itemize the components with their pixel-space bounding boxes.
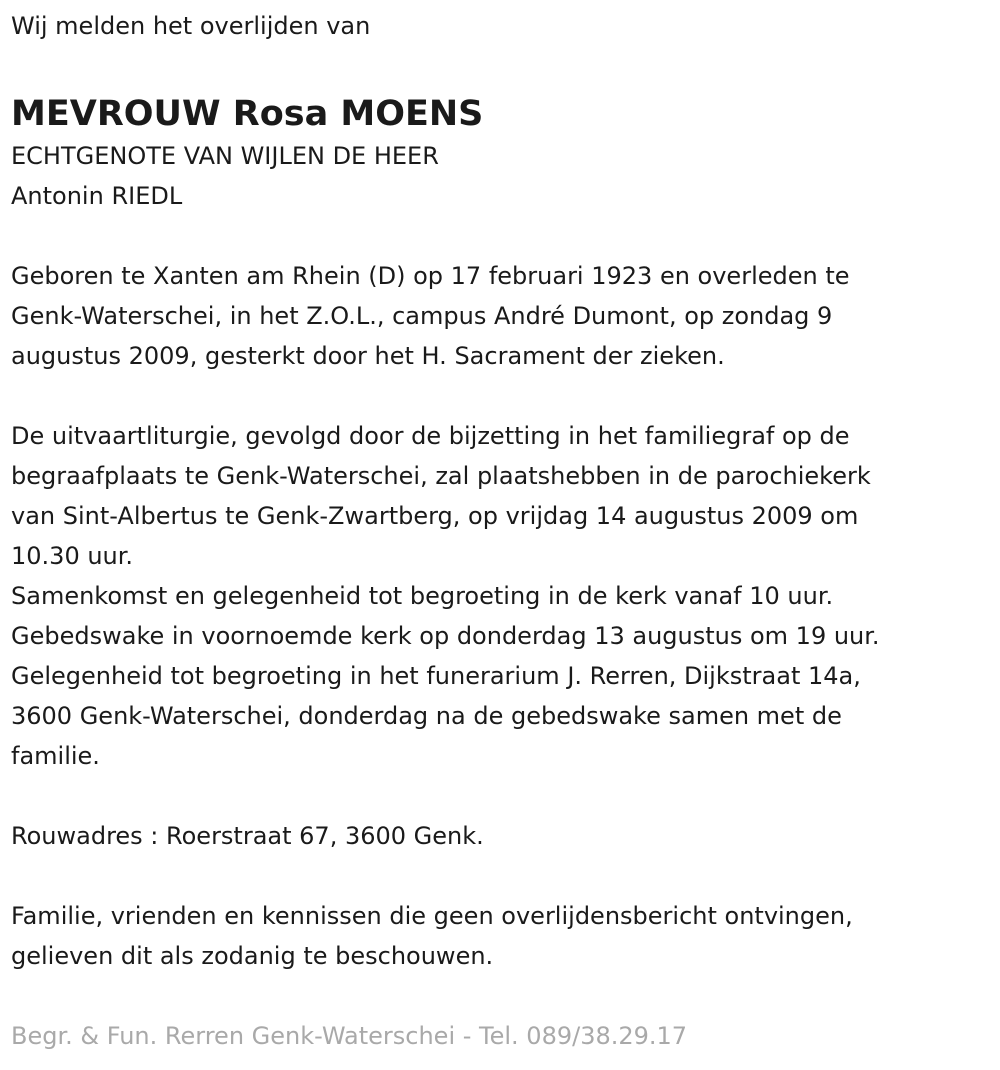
- paragraph-line: augustus 2009, gesterkt door het H. Sacrament der zieken.: [11, 342, 725, 370]
- spacer: [11, 376, 986, 416]
- paragraph-line: De uitvaartliturgie, gevolgd door de bijzetting in het familiegraf op de: [11, 422, 850, 450]
- paragraph-line: 3600 Genk-Waterschei, donderdag na de gebedswake samen met de: [11, 702, 842, 730]
- paragraph-line: van Sint-Albertus te Genk-Zwartberg, op vrijdag 14 augustus 2009 om: [11, 502, 859, 530]
- intro-text: Wij melden het overlijden van: [11, 12, 371, 40]
- funeral-paragraph: [11, 416, 986, 776]
- funeral-home-footer: Begr. & Fun. Rerren Genk-Waterschei - Tel. 089/38.29.17: [11, 1022, 688, 1050]
- paragraph-line: Geboren te Xanten am Rhein (D) op 17 februari 1923 en overleden te: [11, 262, 850, 290]
- closing-paragraph: [11, 896, 986, 976]
- deceased-name: MEVROUW Rosa MOENS: [11, 94, 484, 134]
- spacer: [11, 856, 986, 896]
- paragraph-line: familie.: [11, 742, 100, 770]
- spacer: [11, 776, 986, 816]
- paragraph-line: Genk-Waterschei, in het Z.O.L., campus André Dumont, op zondag 9: [11, 302, 833, 330]
- paragraph-line: Gelegenheid tot begroeting in het funerarium J. Rerren, Dijkstraat 14a,: [11, 662, 861, 690]
- spacer: [11, 976, 986, 1016]
- mourning-address: Rouwadres : Roerstraat 67, 3600 Genk.: [11, 822, 484, 850]
- paragraph-line: Familie, vrienden en kennissen die geen overlijdensbericht ontvingen,: [11, 902, 853, 930]
- spacer: [11, 216, 986, 256]
- relation-text: ECHTGENOTE VAN WIJLEN DE HEER: [11, 142, 439, 170]
- birth-death-paragraph: [11, 256, 986, 376]
- death-notice: [11, 8, 986, 1056]
- paragraph-line: Samenkomst en gelegenheid tot begroeting in de kerk vanaf 10 uur.: [11, 582, 834, 610]
- paragraph-line: begraafplaats te Genk-Waterschei, zal plaatshebben in de parochiekerk: [11, 462, 871, 490]
- spouse-name: Antonin RIEDL: [11, 182, 183, 210]
- paragraph-line: 10.30 uur.: [11, 542, 134, 570]
- paragraph-line: gelieven dit als zodanig te beschouwen.: [11, 942, 494, 970]
- paragraph-line: Gebedswake in voornoemde kerk op donderdag 13 augustus om 19 uur.: [11, 622, 880, 650]
